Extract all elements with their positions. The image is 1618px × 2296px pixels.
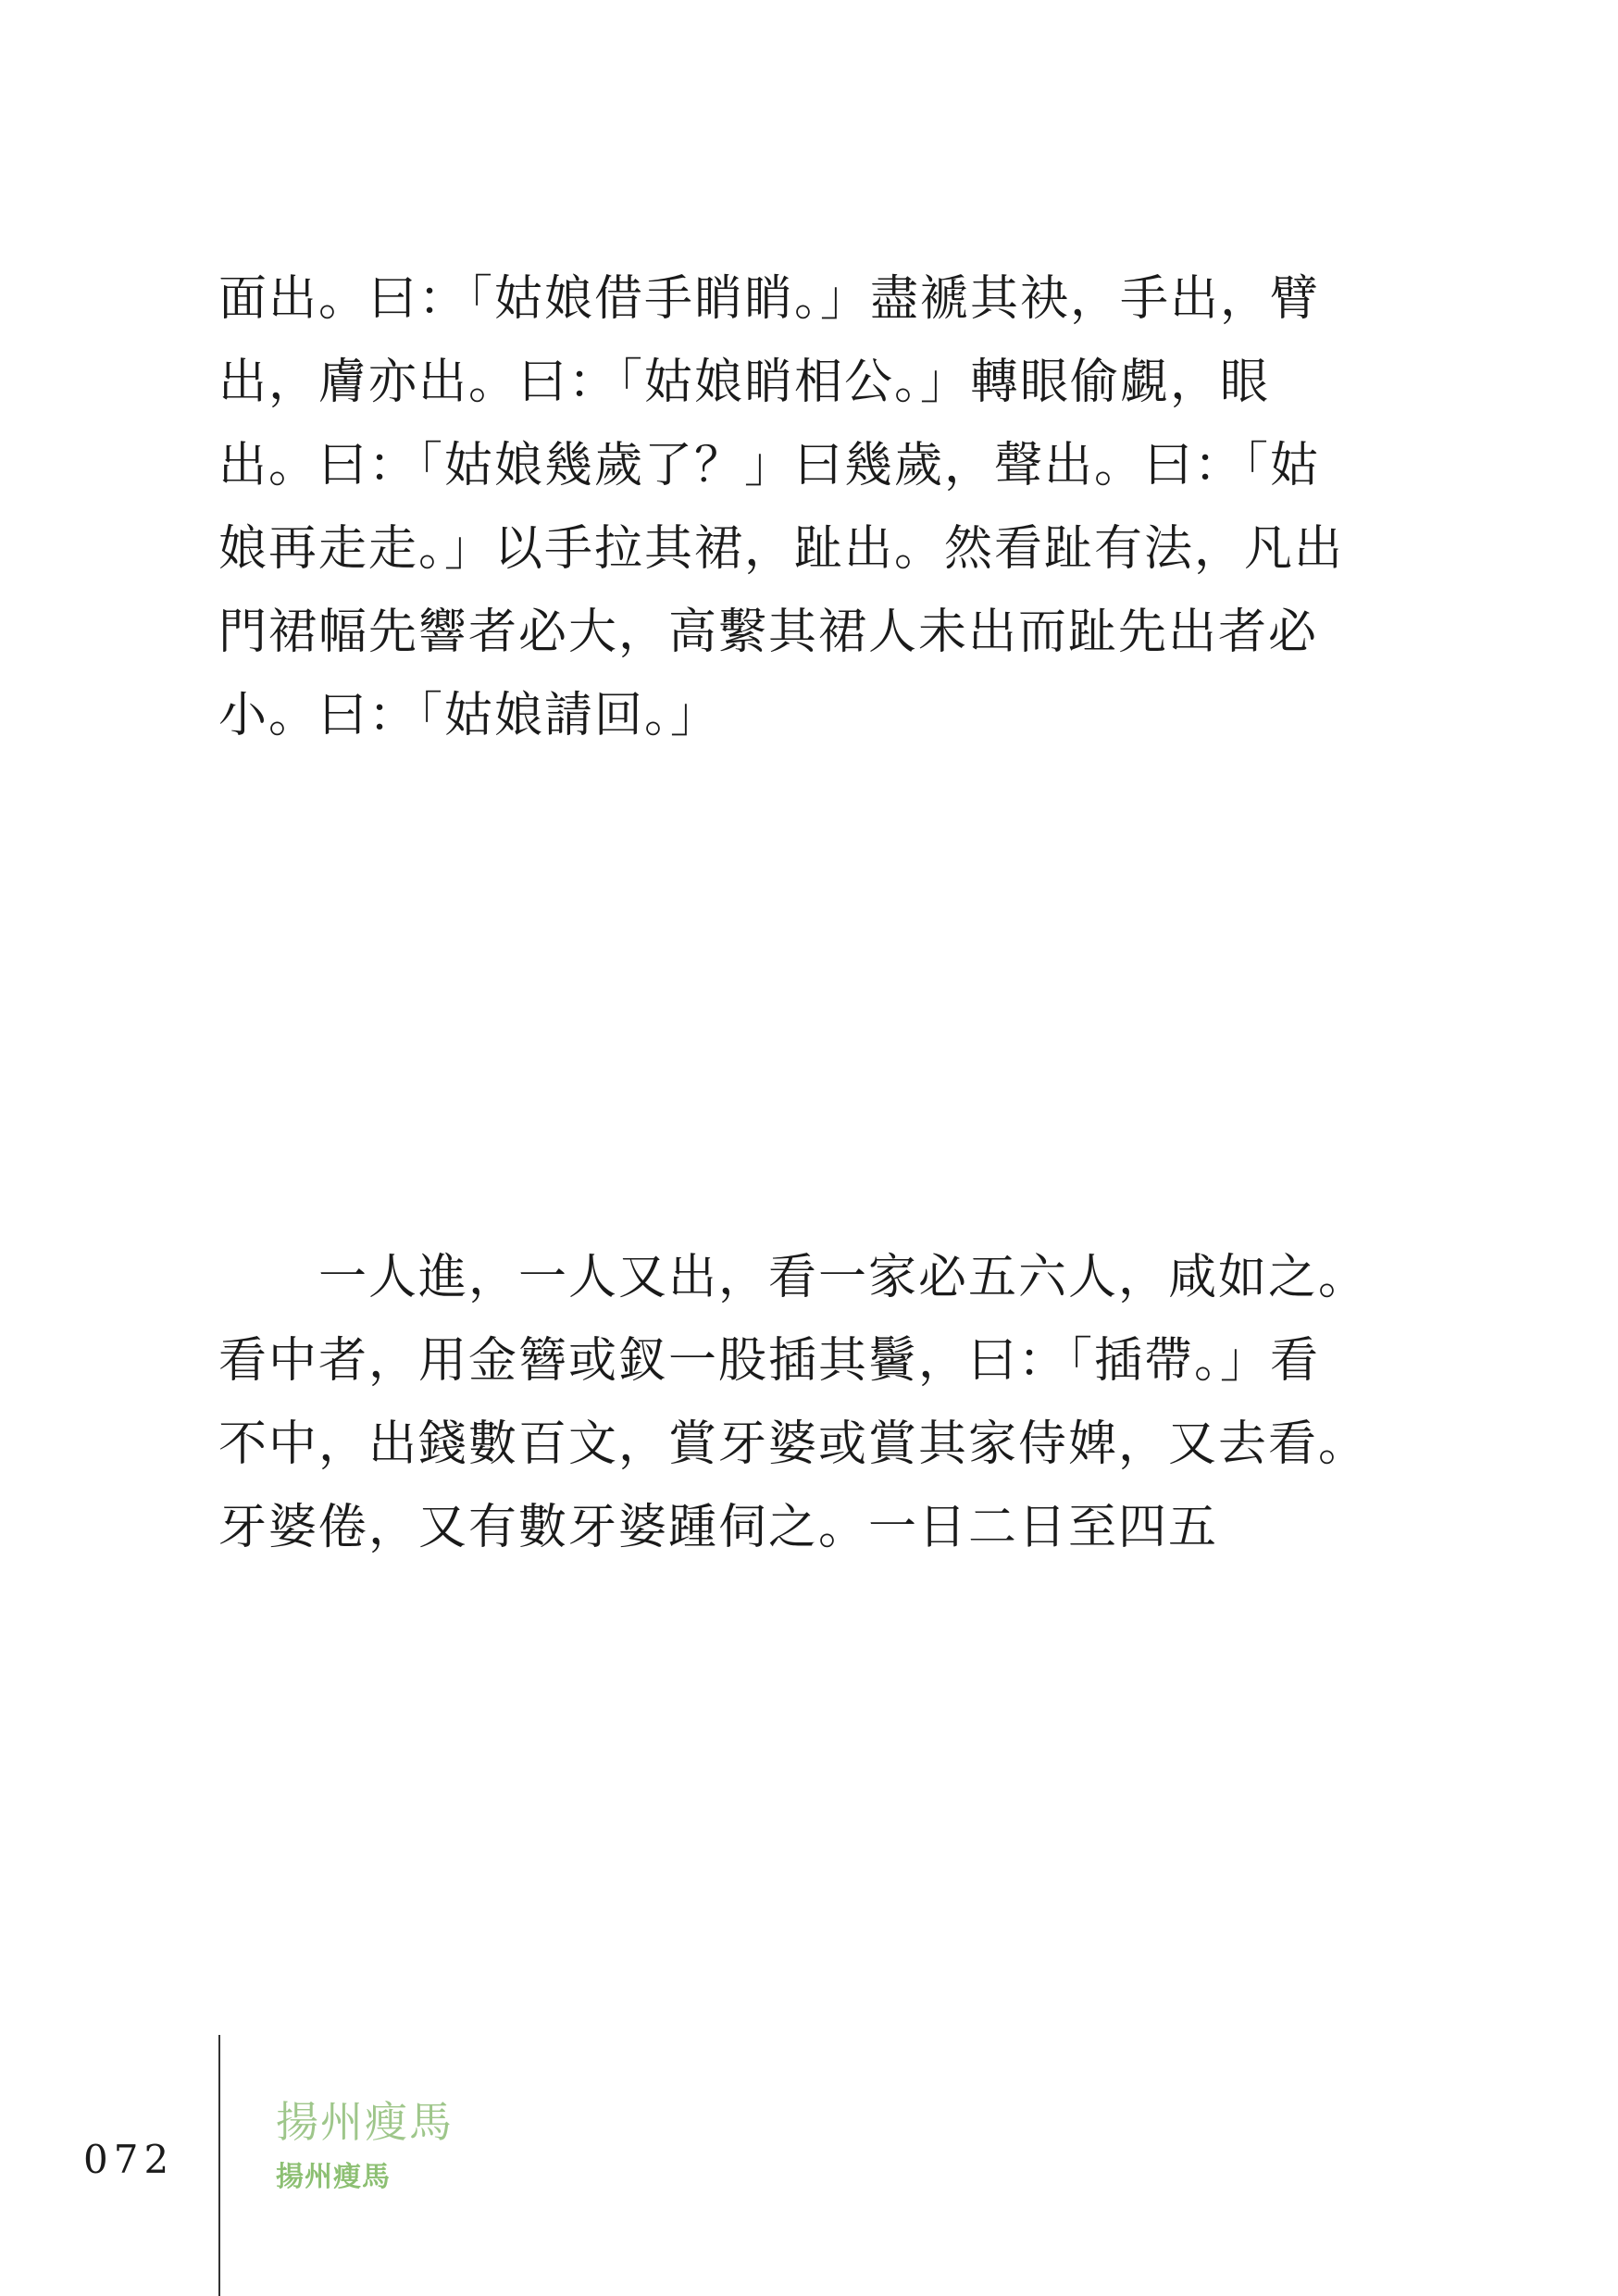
paragraph-2 xyxy=(218,1236,1413,1569)
text-line: 面出。曰：「姑娘借手睄睄。」盡褫其袂，手出，臂 xyxy=(218,271,1321,327)
series-subtitle: 揚州瘦馬 xyxy=(276,2161,391,2193)
paragraph-1 xyxy=(218,257,1413,757)
text-line: 看中者，用金簪或釵一股插其鬢，曰：「插帶。」看 xyxy=(218,1333,1321,1389)
text-line: 小。曰：「姑娘請回。」 xyxy=(218,688,721,743)
text-line: 牙婆倦，又有數牙婆踵伺之。一日二日至四五 xyxy=(218,1500,1219,1555)
series-title: 揚州瘦馬 xyxy=(276,2097,454,2147)
footer-divider xyxy=(218,2035,220,2296)
text-line: 出，膚亦出。曰：「姑娘睄相公。」轉眼偷覷，眼 xyxy=(218,355,1271,410)
page-number: 072 xyxy=(83,2137,175,2182)
text-line: 不中，出錢數百文，賞牙婆或賞其家侍婢，又去看。 xyxy=(218,1416,1369,1472)
text-line: 娘再走走。」以手拉其裙，趾出。然看趾有法，凡出 xyxy=(218,521,1345,577)
text-line: 門裙幅先響者必大，高繫其裙人未出而趾先出者必 xyxy=(218,605,1319,660)
text-line: 出。曰：「姑娘幾歲了？」曰幾歲，聲出。曰：「姑 xyxy=(218,438,1321,493)
text-line: 一人進，一人又出，看一家必五六人，咸如之。 xyxy=(218,1250,1369,1305)
